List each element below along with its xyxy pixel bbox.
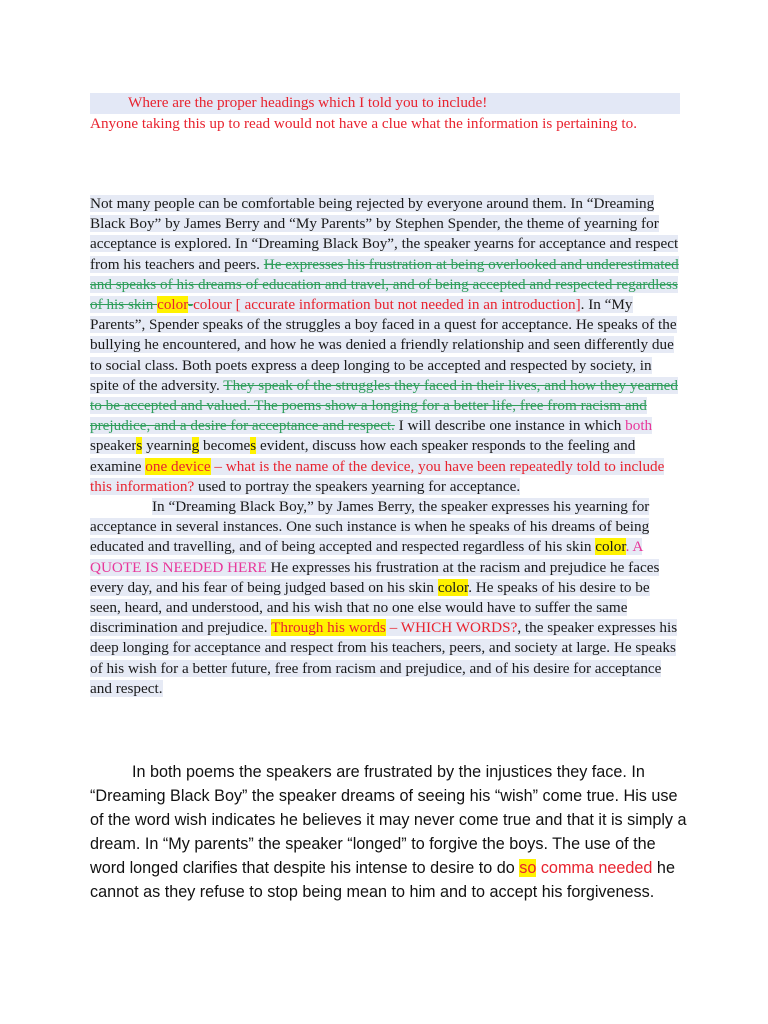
highlight-g: g [191, 437, 200, 455]
comment-line-2: Anyone taking this up to read would not have a clue what the information is pertaining to. [90, 114, 638, 132]
highlight-s-2: s [250, 437, 257, 455]
highlight-color: color [157, 296, 188, 314]
highlight-color-2: color [595, 538, 626, 556]
comma-comment: comma needed [536, 859, 653, 877]
which-words-comment: – WHICH WORDS? [385, 619, 518, 637]
comment-line-1: Where are the proper headings which I told you to include! [90, 93, 680, 114]
intro-paragraph: Not many people can be comfortable being rejected by everyone around them. In “Dreaming Black Boy” by James Berry and “My Parents” by Stephen Spender, the theme of yearning for acceptance is explored. In “Dreaming Black Boy”, the speaker yearns for acceptance and respect from his teachers and peers. He expresses his frustration at being overlooked and underestimated and speaks of his dreams of education and travel, and of being accepted and respected regardless of his skin color-colour [ accurate information but not needed in an introduction]. In “My Parents”, Spender speaks of the struggles a boy faced in a quest for acceptance. He speaks of the bullying he encountered, and how he was denied a friendly relationship and seen differently due to social class. Both poets express a deep longing to be accepted and respected by society, in spite of the adversity. They speak of the struggles they faced in their lives, and how they yearned to be accepted and valued. The poems show a longing for a better life, free from racism and prejudice, and a desire for acceptance and respect. I will describe one instance in which both speakers yearning becomes evident, discuss how each speaker responds to the feeling and examine one device – what is the name of the device, you have been repeatedly told to include this information? used to portray the speakers yearning for acceptance. [90, 195, 679, 495]
second-paragraph: In “Dreaming Black Boy,” by James Berry, the speaker expresses his yearning for acceptance in several instances. One such instance is when he speaks of his dreams of being educated and travelling, and of being accepted and respected regardless of his skin color. A QUOTE IS NEEDED HERE He expresses his frustration at the racism and prejudice he faces every day, and his fear of being judged based on his skin color. He speaks of his desire to be seen, heard, and understood, and his wish that no one else would have to suffer the same discrimination and prejudice. Through his words – WHICH WORDS?, the speaker expresses his deep longing for acceptance and respect from his teachers, peers, and society at large. He speaks of his wish for a better future, free from racism and prejudice, and of his desire for acceptance and respect. [90, 498, 678, 697]
deleted-text-1: He expresses his frustration at being overlooked and underestimated and speaks of his dreams of education and travel, and of being accepted and respected regardless of his skin [90, 255, 679, 314]
device-comment: – what is the name of the device, you have been repeatedly told to include this information? [90, 457, 665, 495]
highlight-color-3: color [437, 578, 469, 596]
both-word: both [625, 417, 653, 435]
highlight-s-1: s [136, 437, 143, 455]
essay-body [90, 194, 680, 699]
third-paragraph: In both poems the speakers are frustrated by the injustices they face. In “Dreaming Black Boy” the speaker dreams of seeing his “wish” come true. His use of the word wish indicates he believes it may never come true and that it is simply a dream. In “My parents” the speaker “longed” to forgive the boys. The use of the word longed clarifies that despite his intense to desire to do so comma needed he cannot as they refuse to stop being mean to him and to accept his forgiveness. [90, 763, 687, 901]
through-his-words-highlight: Through his words [271, 619, 386, 637]
teacher-comment-heading [90, 93, 680, 134]
colour-comment: colour [ accurate information but not needed in an introduction] [193, 296, 581, 314]
deleted-text-2: They speak of the struggles they faced in their lives, and how they yearned to be accepted and valued. The poems show a longing for a better life, free from racism and prejudice, and a desire for acceptance and respect. [90, 376, 678, 435]
one-device-highlight: one device [145, 457, 211, 475]
quote-comment: . A QUOTE IS NEEDED HERE [90, 538, 643, 576]
so-highlight: so [519, 859, 537, 877]
